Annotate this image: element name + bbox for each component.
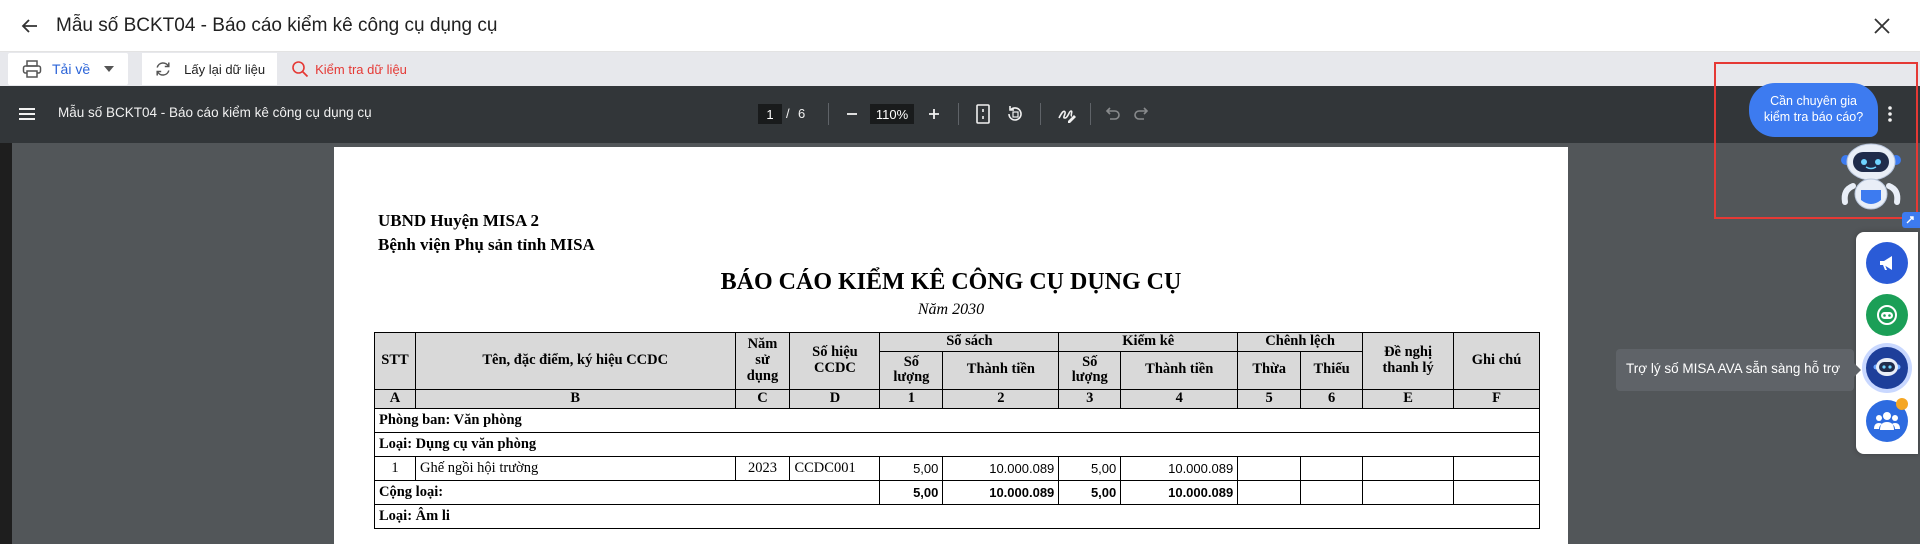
check-data-label: Kiểm tra dữ liệu	[315, 61, 407, 77]
code-cell: 3	[1059, 389, 1121, 408]
toolbar-divider	[1090, 103, 1091, 125]
header-books: Sổ sách	[880, 333, 1059, 352]
more-vertical-icon[interactable]	[1880, 103, 1900, 125]
header-inv-qty: Số lượng	[1059, 351, 1121, 389]
header-shortage: Thiếu	[1301, 351, 1363, 389]
menu-icon[interactable]	[16, 103, 38, 125]
header-book-qty: Số lượng	[880, 351, 943, 389]
subtotal-excess	[1238, 480, 1301, 504]
close-button[interactable]	[1868, 12, 1896, 40]
check-data-button[interactable]	[279, 53, 419, 85]
subtotal-book-qty: 5,00	[880, 480, 943, 504]
reload-data-label: Lấy lại dữ liệu	[184, 61, 266, 77]
header-stt: STT	[375, 333, 416, 390]
subtotal-label: Cộng loại:	[375, 480, 880, 504]
ava-assistant-button[interactable]	[1866, 347, 1908, 389]
toolbar-divider	[958, 103, 959, 125]
report-year: Năm 2030	[917, 301, 985, 318]
download-button[interactable]	[8, 53, 128, 85]
header-book-amount: Thành tiền	[943, 351, 1059, 389]
subtotal-propose	[1363, 480, 1454, 504]
action-toolbar	[0, 52, 1920, 86]
code-cell: 5	[1238, 389, 1301, 408]
caret-down-icon[interactable]	[104, 66, 114, 72]
code-cell: A	[375, 389, 416, 408]
download-label: Tải về	[52, 61, 91, 77]
item-note	[1454, 456, 1540, 480]
arrow-left-icon	[20, 16, 40, 36]
search-icon	[291, 60, 309, 78]
users-icon	[1874, 410, 1900, 432]
code-cell: 1	[880, 389, 943, 408]
table-row	[375, 456, 1540, 480]
item-book-qty: 5,00	[880, 456, 943, 480]
item-inv-qty: 5,00	[1059, 456, 1121, 480]
notification-dot	[1896, 398, 1908, 410]
toolbar-divider	[1040, 103, 1041, 125]
table-code-row	[375, 389, 1540, 408]
code-cell: B	[415, 389, 735, 408]
megaphone-button[interactable]	[1866, 242, 1908, 284]
ava-tooltip: Trợ lý số MISA AVA sẵn sàng hỗ trợ	[1616, 349, 1854, 391]
item-stt: 1	[375, 456, 416, 480]
subtotal-inv-amount: 10.000.089	[1121, 480, 1238, 504]
bubble-line2: kiểm tra báo cáo?	[1763, 110, 1864, 125]
megaphone-icon	[1876, 252, 1898, 274]
header-note: Ghi chú	[1454, 333, 1540, 390]
table-row	[375, 504, 1540, 528]
rotate-icon[interactable]	[1004, 103, 1026, 125]
report-title: BÁO CÁO KIỂM KÊ CÔNG CỤ DỤNG CỤ	[720, 269, 1182, 295]
toolbar-divider	[828, 103, 829, 125]
table-row	[375, 432, 1540, 456]
bubble-line1: Cần chuyên gia	[1770, 94, 1857, 108]
item-propose	[1363, 456, 1454, 480]
item-code: CCDC001	[790, 456, 880, 480]
zoom-in-icon[interactable]	[924, 104, 944, 124]
panel-collapse-tab[interactable]	[1902, 212, 1920, 228]
page-number-input[interactable]	[758, 104, 782, 124]
item-year: 2023	[735, 456, 790, 480]
code-cell: E	[1363, 389, 1454, 408]
item-inv-amount: 10.000.089	[1121, 456, 1238, 480]
code-cell: D	[790, 389, 880, 408]
title-bar	[0, 0, 1920, 52]
robot-assistant-icon[interactable]	[1836, 140, 1906, 212]
pdf-left-strip	[0, 143, 12, 544]
code-cell: 4	[1121, 389, 1238, 408]
subtotal-book-amount: 10.000.089	[943, 480, 1059, 504]
subtotal-inv-qty: 5,00	[1059, 480, 1121, 504]
header-code: Số hiệu CCDC	[790, 333, 880, 390]
header-diff: Chênh lệch	[1238, 333, 1363, 352]
zoom-out-icon[interactable]	[842, 104, 862, 124]
header-excess: Thừa	[1238, 351, 1301, 389]
header-propose: Đề nghị thanh lý	[1363, 333, 1454, 390]
item-shortage	[1301, 456, 1363, 480]
chat-support-button[interactable]	[1866, 294, 1908, 336]
expand-icon	[1902, 212, 1920, 228]
header-name: Tên, đặc điểm, ký hiệu CCDC	[415, 333, 735, 390]
table-row	[375, 408, 1540, 432]
org-name-line1: UBND Huyện MISA 2	[378, 211, 540, 230]
category-row: Loại: Âm li	[375, 504, 1540, 528]
department-row: Phòng ban: Văn phòng	[375, 408, 1540, 432]
redo-icon[interactable]	[1132, 104, 1152, 124]
annotate-icon[interactable]	[1056, 103, 1078, 125]
header-inv-amount: Thành tiền	[1121, 351, 1238, 389]
code-cell: C	[735, 389, 790, 408]
page-title: Mẫu số BCKT04 - Báo cáo kiểm kê công cụ dụng cụ	[56, 14, 498, 36]
undo-icon[interactable]	[1102, 104, 1122, 124]
robot-face-icon	[1873, 355, 1901, 381]
subtotal-note	[1454, 480, 1540, 504]
close-icon	[1873, 17, 1891, 35]
assistant-side-panel	[1856, 232, 1918, 454]
table-header-row	[375, 333, 1540, 352]
page-total: 6	[798, 106, 806, 121]
item-excess	[1238, 456, 1301, 480]
category-row: Loại: Dụng cụ văn phòng	[375, 432, 1540, 456]
pdf-page	[334, 147, 1568, 544]
header-inventory: Kiểm kê	[1059, 333, 1238, 352]
inventory-table	[374, 332, 1540, 529]
item-name: Ghế ngồi hội trường	[415, 456, 735, 480]
code-cell: 2	[943, 389, 1059, 408]
table-row	[375, 480, 1540, 504]
expert-help-bubble[interactable]	[1749, 83, 1878, 137]
subtotal-shortage	[1301, 480, 1363, 504]
header-year-used: Năm sử dụng	[735, 333, 790, 390]
pdf-viewer-toolbar	[0, 86, 1920, 143]
printer-icon	[22, 60, 42, 78]
fit-page-icon[interactable]	[973, 103, 993, 125]
code-cell: 6	[1301, 389, 1363, 408]
page-separator: /	[786, 106, 790, 121]
pdf-document-title: Mẫu số BCKT04 - Báo cáo kiểm kê công cụ dụng cụ	[58, 105, 372, 120]
item-book-amount: 10.000.089	[943, 456, 1059, 480]
back-button[interactable]	[12, 8, 48, 44]
chat-face-icon	[1875, 303, 1899, 327]
org-name-line2: Bệnh viện Phụ sản tỉnh MISA	[378, 235, 595, 254]
code-cell: F	[1454, 389, 1540, 408]
zoom-level-input[interactable]	[870, 104, 914, 124]
reload-data-button[interactable]	[142, 53, 277, 85]
refresh-icon	[154, 60, 172, 78]
